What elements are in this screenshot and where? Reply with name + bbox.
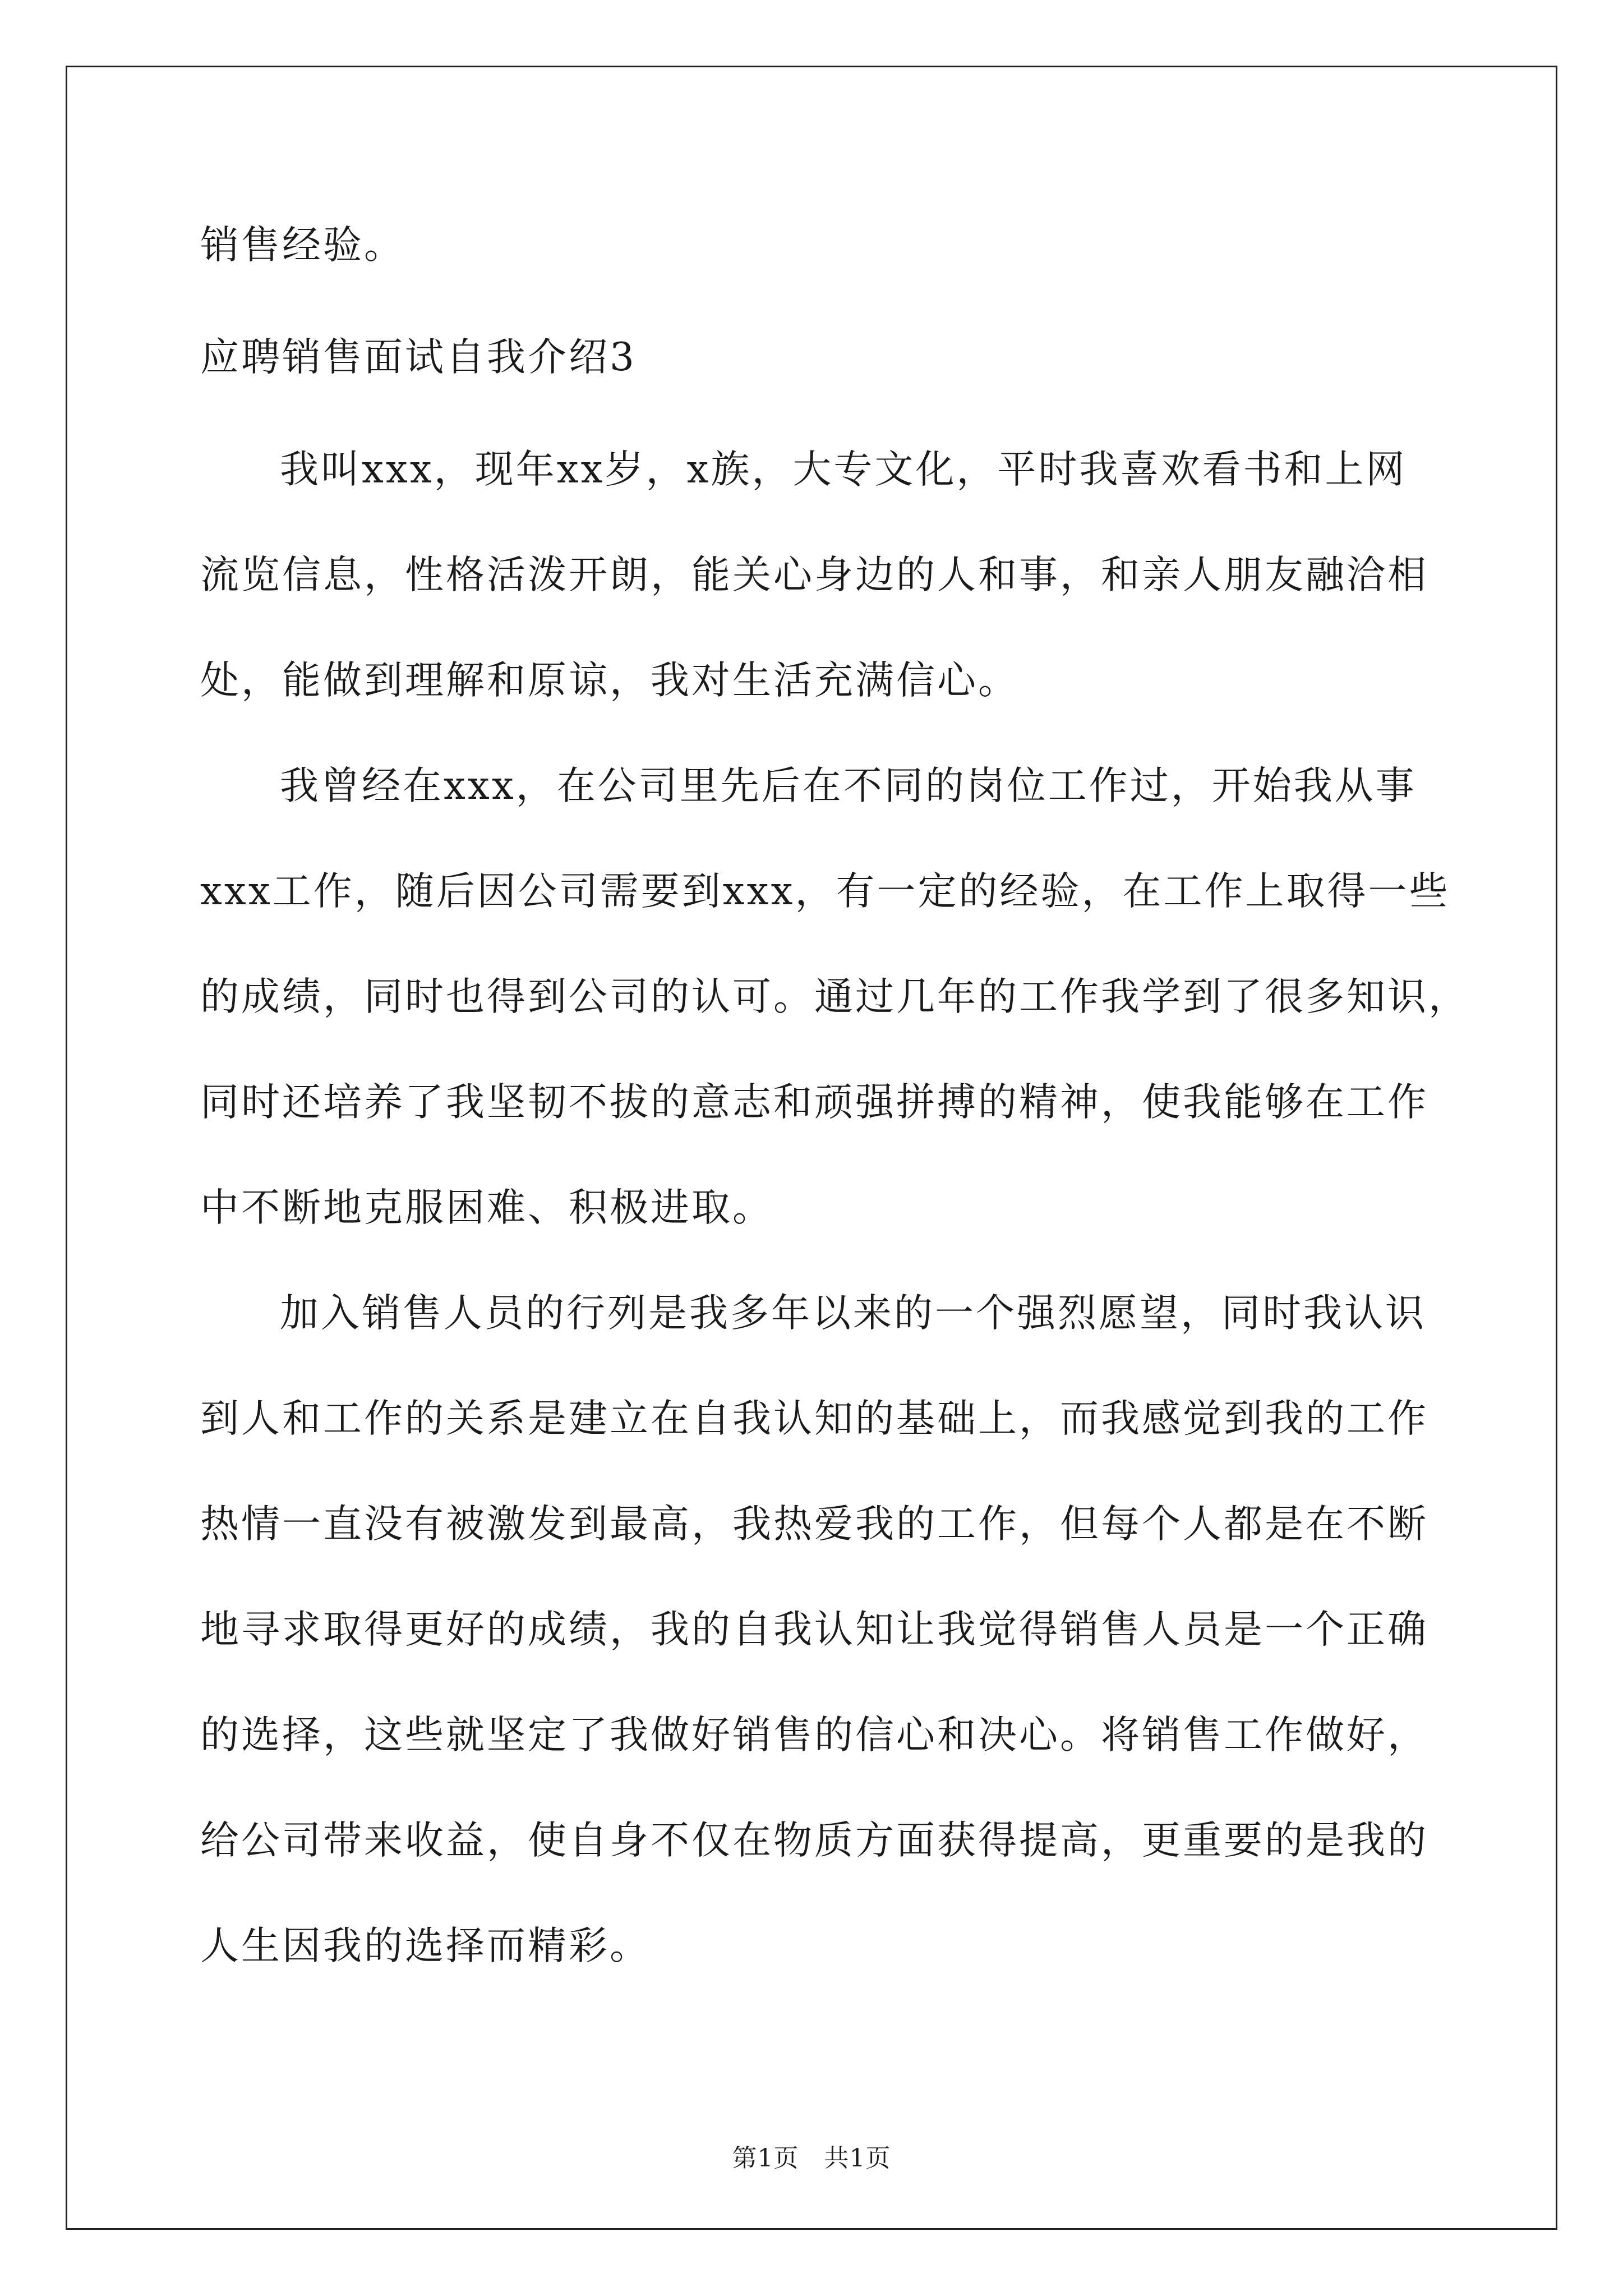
page-border	[66, 66, 1557, 2230]
text-line: 的成绩，同时也得到公司的认可。通过几年的工作我学到了很多知识，	[200, 974, 1469, 1019]
text-line: 热情一直没有被激发到最高，我热爱我的工作，但每个人都是在不断	[200, 1502, 1428, 1547]
text-line: 同时还培养了我坚韧不拔的意志和顽强拼搏的精神，使我能够在工作	[200, 1080, 1428, 1125]
text-line: 加入销售人员的行列是我多年以来的一个强烈愿望，同时我认识	[280, 1291, 1426, 1336]
text-line: 人生因我的选择而精彩。	[200, 1924, 651, 1968]
text-line: 处，能做到理解和原谅，我对生活充满信心。	[200, 658, 1019, 703]
text-line: 给公司带来收益，使自身不仅在物质方面获得提高，更重要的是我的	[200, 1818, 1428, 1863]
text-line: 我叫xxx，现年xx岁，x族，大专文化，平时我喜欢看书和上网	[280, 447, 1407, 492]
text-line: xxx工作，随后因公司需要到xxx，有一定的经验，在工作上取得一些	[200, 869, 1450, 914]
text-line: 流览信息，性格活泼开朗，能关心身边的人和事，和亲人朋友融洽相	[200, 553, 1428, 597]
text-line: 我曾经在xxx，在公司里先后在不同的岗位工作过，开始我从事	[280, 763, 1417, 808]
text-line: 的选择，这些就坚定了我做好销售的信心和决心。将销售工作做好，	[200, 1713, 1428, 1757]
text-line: 到人和工作的关系是建立在自我认知的基础上，而我感觉到我的工作	[200, 1396, 1428, 1441]
page-footer: 第1页 共1页	[732, 2144, 891, 2173]
section-heading: 应聘销售面试自我介绍3	[200, 335, 637, 380]
text-line: 销售经验。	[200, 223, 405, 268]
text-line: 地寻求取得更好的成绩，我的自我认知让我觉得销售人员是一个正确	[200, 1607, 1428, 1652]
text-line: 中不断地克服困难、积极进取。	[200, 1185, 773, 1230]
